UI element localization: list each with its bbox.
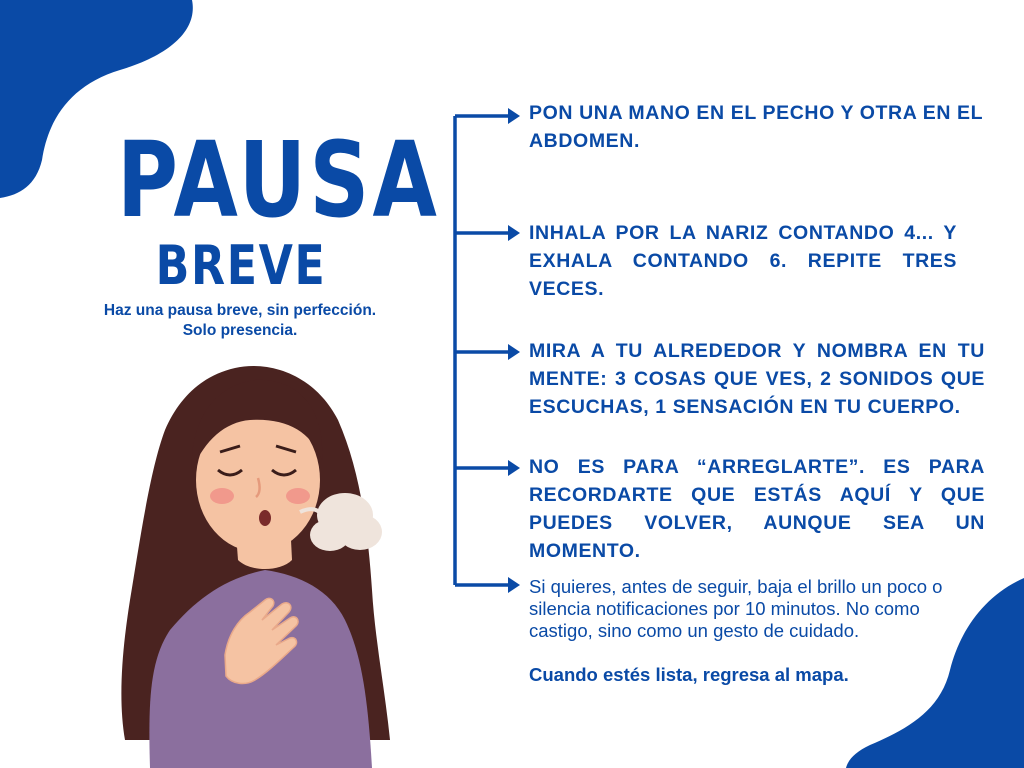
step-5-note: Si quieres, antes de seguir, baja el brillo un poco o silencia notificaciones por 10 minutos. No como castigo, sino como un gesto de cuidado.: [529, 576, 943, 641]
intro-line-2: Solo presencia.: [182, 322, 298, 339]
step-3: MIRA A TU ALREDEDOR Y NOMBRA EN TU MENTE: 3 COSAS QUE VES, 2 SONIDOS QUE ESCUCHAS, 1 SENSACIÓN EN TU CUERPO.: [529, 340, 985, 418]
arrow-right-icon: [508, 460, 520, 476]
woman-breathing-illustration: [121, 366, 390, 768]
intro-text: [70, 301, 410, 341]
intro-line-1: Haz una pausa breve, sin perfección.: [103, 302, 377, 319]
step-1: PON UNA MANO EN EL PECHO Y OTRA EN EL ABDOMEN.: [529, 102, 983, 152]
step-2: INHALA POR LA NARIZ CONTANDO 4... Y EXHALA CONTANDO 6. REPITE TRES VECES.: [529, 222, 957, 300]
arrow-right-icon: [508, 344, 520, 360]
arrow-right-icon: [508, 225, 520, 241]
arrow-right-icon: [508, 577, 520, 593]
step-4: NO ES PARA “ARREGLARTE”. ES PARA RECORDARTE QUE ESTÁS AQUÍ Y QUE PUEDES VOLVER, AUNQUE SEA UN MOMENTO.: [529, 456, 985, 562]
page-title: PAUSA: [117, 119, 441, 241]
arrow-right-icon: [508, 108, 520, 124]
page-subtitle: BREVE: [155, 234, 327, 297]
steps-connector: [455, 116, 516, 585]
closing-text: Cuando estés lista, regresa al mapa.: [529, 664, 849, 685]
arrow-heads: [508, 108, 520, 593]
